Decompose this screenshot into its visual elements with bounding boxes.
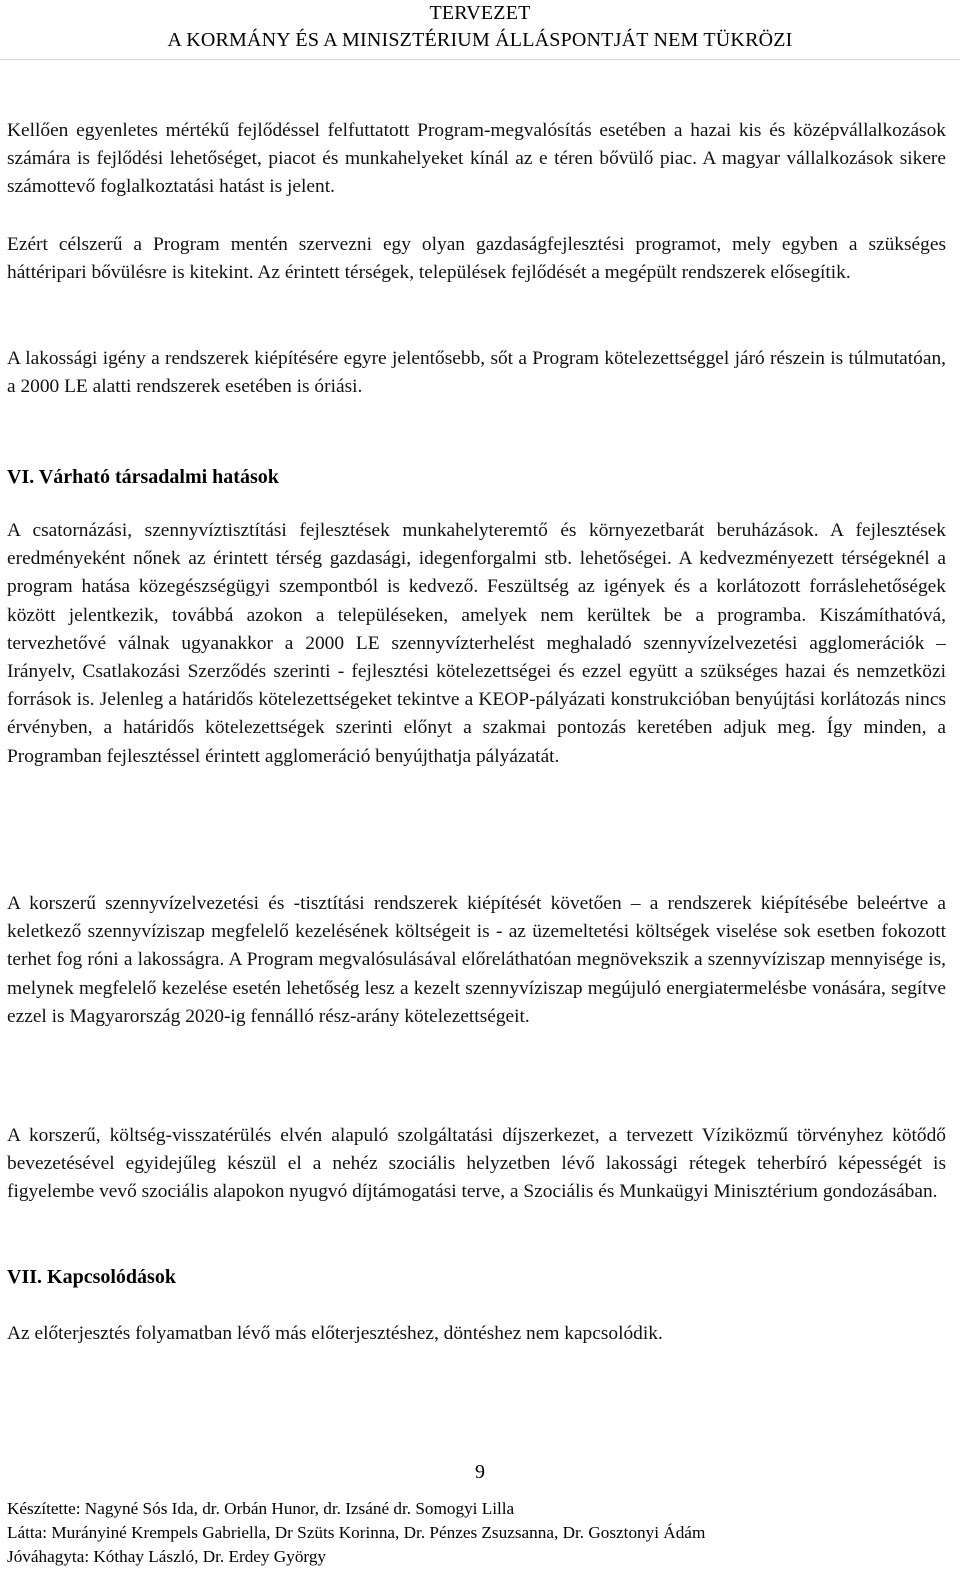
header-divider <box>0 59 960 60</box>
paragraph-text: A lakossági igény a rendszerek kiépítésére egyre jelentősebb, sőt a Program kötelezettséggel járó részein is túlmutatóan, a 2000 LE alatti rendszerek esetében is óriási. <box>7 348 946 398</box>
paragraph-text: Az előterjesztés folyamatban lévő más előterjesztéshez, döntéshez nem kapcsolódik. <box>7 1323 663 1344</box>
paragraph-text: A korszerű, költség-visszatérülés elvén alapuló szolgáltatási díjszerkezet, a tervezett Víziközmű törvényhez kötődő bevezetésével egyidejűleg készül el a nehéz szociális helyzetben lévő lakossági rétegek teherbíró képességét is figyelembe vevő szociális alapokon nyugvó díjtámogatási terve, a Szociális és Munkaügyi Minisztérium gondozásában. <box>7 1125 946 1203</box>
paragraph-public-demand <box>7 345 946 401</box>
paragraph-fee-structure <box>7 1122 946 1207</box>
section-heading-social-impacts: VI. Várható társadalmi hatások <box>7 466 279 488</box>
paragraph-text: A csatornázási, szennyvíztisztítási fejlesztések munkahelyteremtő és környezetbarát beruházások. A fejlesztések eredményeként nőnek az érintett térség gazdasági, idegenforgalmi stb. lehetőségei. A kedvezményezett térségeknél a program hatása közegészségügyi szempontból is kedvező. Feszültség az igények és a korlátozott forráslehetőségek között jelentkezik, továbbá azokon a településeken, amelyek nem kerültek be a programba. Kiszámíthatóvá, tervezhetővé válnak ugyanakkor a 2000 LE szennyvízterhelést meghaladó szennyvízelvezetési agglomerációk – Irányelv, Csatlakozási Szerződés szerinti - fejlesztési kötelezettségei és ezzel együtt a szükséges hazai és nemzetközi források is. Jelenleg a határidős kötelezettségeket tekintve a KEOP-pályázati konstrukcióban benyújtási korlátozás nincs érvényben, a határidős kötelezettségek szerinti előnyt a szakmai pontozás keretében adjuk meg. Így minden, a Programban fejlesztéssel érintett agglomeráció benyújthatja pályázatát. <box>7 520 946 767</box>
paragraph-connections <box>7 1320 946 1348</box>
paragraph-sewerage-impacts <box>7 517 946 771</box>
page-header <box>0 0 960 54</box>
page-number: 9 <box>475 1461 485 1483</box>
paragraph-operating-costs <box>7 890 946 1031</box>
paragraph-smes <box>7 117 946 202</box>
paragraph-text: A korszerű szennyvízelvezetési és -tisztítási rendszerek kiépítését követően – a rendszerek kiépítésébe beleértve a keletkező szennyvíziszap megfelelő kezelésének költségeit is - az üzemeltetési költségek viselése sok esetben fokozott terhet fog róni a lakosságra. A Program megvalósulásával előreláthatóan megnövekszik a szennyvíziszap mennyisége is, melynek megfelelő kezelése esetén lehetőség lesz a kezelt szennyvíziszap megújuló energiatermelésbe vonására, segítve ezzel is Magyarország 2020-ig fennálló rész-arány kötelezettségeit. <box>7 893 946 1027</box>
draft-label: TERVEZET <box>429 2 531 24</box>
paragraph-economic-development <box>7 231 946 287</box>
footer-prepared-by: Készítette: Nagyné Sós Ida, dr. Orbán Hunor, dr. Izsáné dr. Somogyi Lilla <box>7 1499 515 1518</box>
paragraph-text: Ezért célszerű a Program mentén szervezni egy olyan gazdaságfejlesztési programot, mely egyben a szükséges háttéripari bővülésre is kitekint. Az érintett térségek, települések fejlődését a megépült rendszerek elősegítik. <box>7 234 946 284</box>
footer-reviewed-by: Látta: Murányiné Krempels Gabriella, Dr Szüts Korinna, Dr. Pénzes Zsuzsanna, Dr. Gosztonyi Ádám <box>7 1523 706 1542</box>
footer-approved-by: Jóváhagyta: Kóthay László, Dr. Erdey György <box>7 1547 327 1566</box>
section-heading-connections: VII. Kapcsolódások <box>7 1266 176 1288</box>
disclaimer-label: A KORMÁNY ÉS A MINISZTÉRIUM ÁLLÁSPONTJÁT NEM TÜKRÖZI <box>167 29 793 51</box>
paragraph-text: Kellően egyenletes mértékű fejlődéssel felfuttatott Program-megvalósítás esetében a hazai kis és középvállalkozások számára is fejlődési lehetőséget, piacot és munkahelyeket kínál az e téren bővülő piac. A magyar vállalkozások sikere számottevő foglalkoztatási hatást is jelent. <box>7 120 946 198</box>
